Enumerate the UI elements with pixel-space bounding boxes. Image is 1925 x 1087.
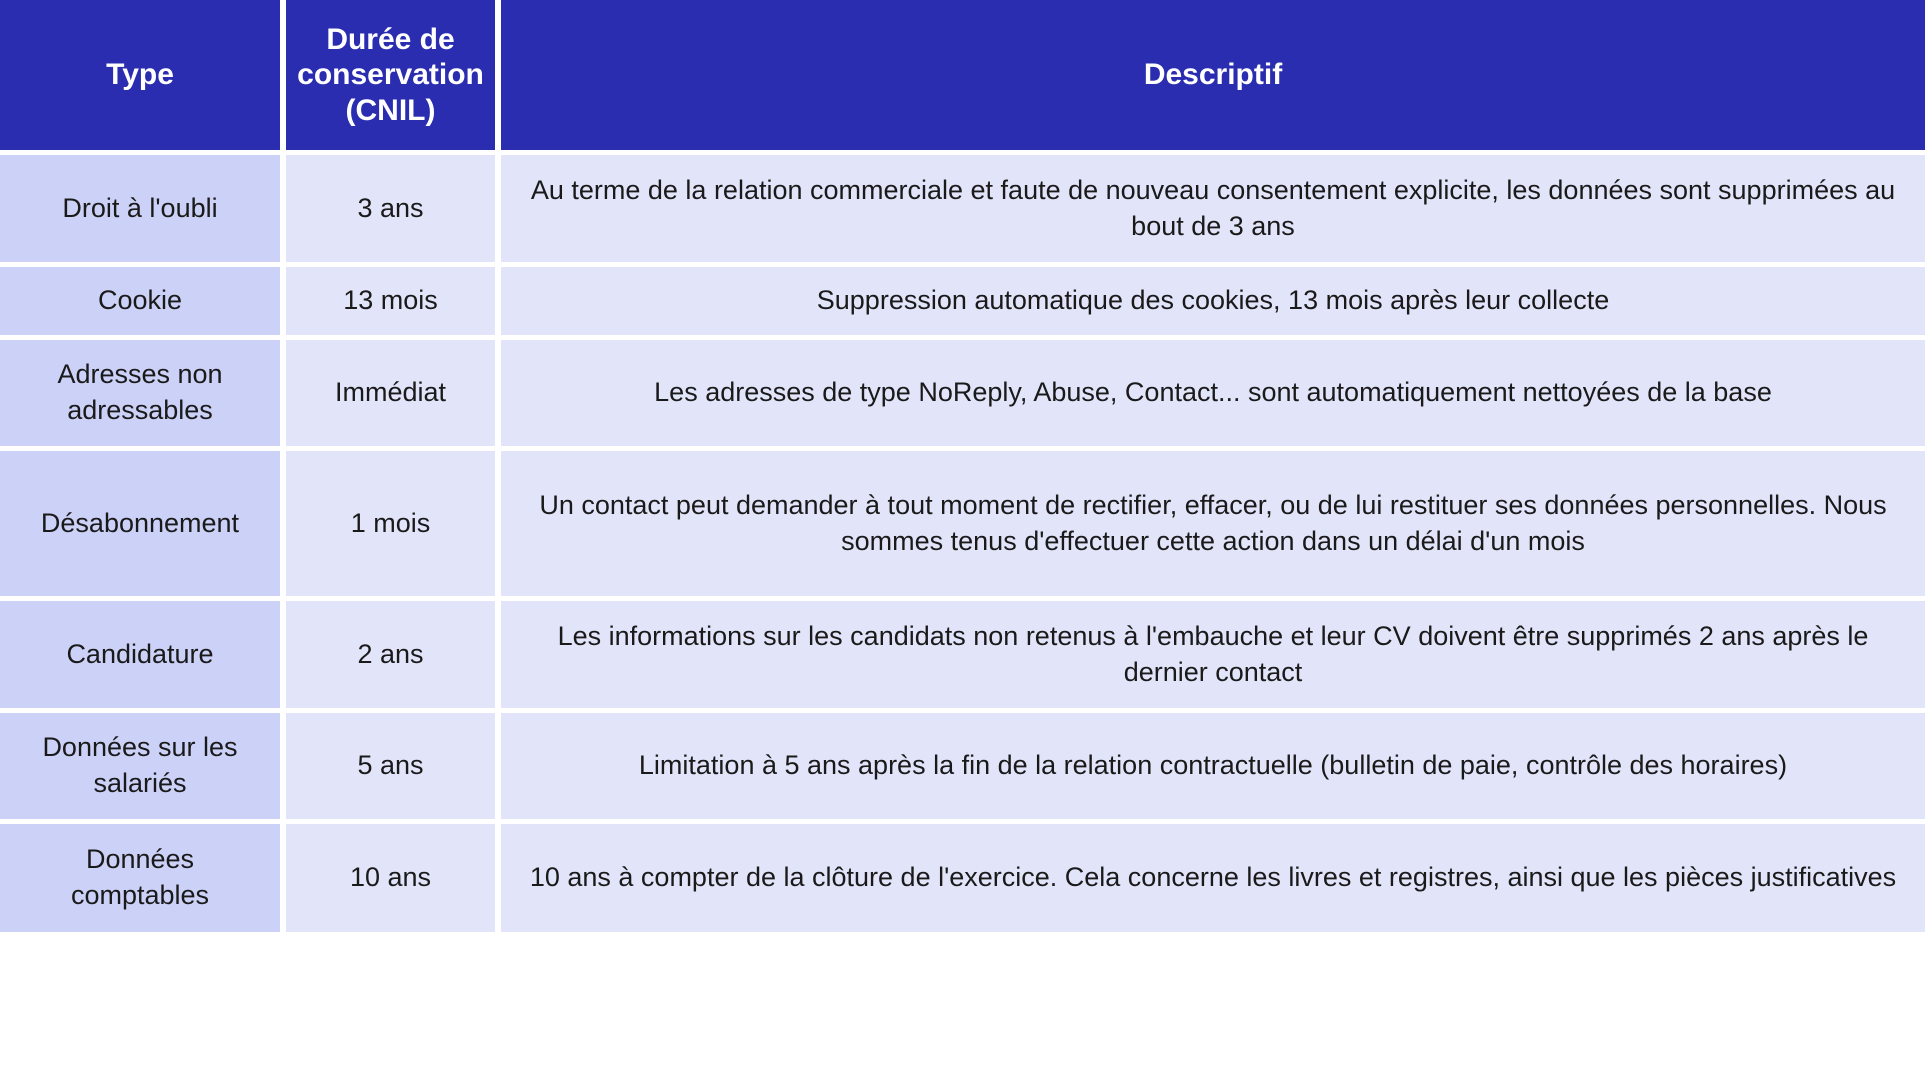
cell-duree-text: 10 ans: [349, 862, 432, 893]
cell-duree-text: 3 ans: [357, 192, 424, 223]
cell-duree: [286, 824, 495, 932]
cell-descriptif: [501, 601, 1925, 708]
cell-type-text: Cookie: [97, 285, 183, 316]
cell-type-text: Adresses non adressables: [57, 359, 223, 425]
cell-descriptif: [501, 267, 1925, 335]
cell-duree: [286, 451, 495, 596]
table-row: [0, 267, 1925, 335]
cell-descriptif: [501, 155, 1925, 262]
cell-type: [0, 340, 280, 446]
cell-descriptif: [501, 824, 1925, 932]
column-header-type: [0, 0, 280, 150]
cell-duree-text: 13 mois: [343, 285, 438, 316]
duree-line-2: conservation: [297, 58, 484, 92]
table-row: [0, 824, 1925, 932]
table-header-row: [0, 0, 1925, 150]
cell-duree: [286, 340, 495, 446]
table-row: [0, 155, 1925, 262]
cell-descriptif: [501, 713, 1925, 819]
cell-duree-text: 1 mois: [350, 507, 431, 538]
cell-duree-text: 5 ans: [357, 750, 424, 781]
table-row: [0, 340, 1925, 446]
cell-duree: [286, 601, 495, 708]
cell-descriptif: [501, 340, 1925, 446]
cell-type-text: Droit à l'oubli: [62, 192, 218, 223]
cell-type: [0, 155, 280, 262]
column-header-type-label: Type: [106, 58, 174, 92]
cell-type: [0, 267, 280, 335]
cell-descriptif-text: Un contact peut demander à tout moment de rectifier, effacer, ou de lui restituer ses données personnelles. Nous sommes tenus d'effectuer cette action dans un délai d'un mois: [539, 489, 1887, 556]
cell-type-text: Données comptables: [70, 844, 210, 910]
column-header-descriptif-label: Descriptif: [1143, 58, 1283, 92]
cell-descriptif-text: Au terme de la relation commerciale et faute de nouveau consentement explicite, les données sont supprimées au bout de 3 ans: [530, 174, 1896, 241]
table-row: [0, 713, 1925, 819]
duree-line-1: Durée de: [326, 22, 455, 56]
cell-type-text: Candidature: [66, 638, 214, 669]
column-header-descriptif: [501, 0, 1925, 150]
cell-duree-text: 2 ans: [357, 638, 424, 669]
cell-type: [0, 824, 280, 932]
cell-type-text: Désabonnement: [40, 507, 240, 538]
cell-descriptif-text: Limitation à 5 ans après la fin de la relation contractuelle (bulletin de paie, contrôle des horaires): [638, 750, 1788, 781]
duree-line-3: (CNIL): [345, 93, 436, 127]
cell-descriptif-text: Les adresses de type NoReply, Abuse, Contact... sont automatiquement nettoyées de la base: [654, 377, 1772, 408]
table-row: [0, 451, 1925, 596]
cell-duree-text: Immédiat: [334, 377, 447, 408]
column-header-duree: [286, 0, 495, 150]
cell-duree: [286, 267, 495, 335]
cell-type: [0, 601, 280, 708]
cell-descriptif-text: Les informations sur les candidats non retenus à l'embauche et leur CV doivent être supprimés 2 ans après le dernier contact: [557, 620, 1869, 687]
column-header-duree-label: [297, 22, 484, 128]
table-row: [0, 601, 1925, 708]
cell-duree: [286, 713, 495, 819]
cell-duree: [286, 155, 495, 262]
cell-type: [0, 713, 280, 819]
cell-type: [0, 451, 280, 596]
cell-descriptif-text: Suppression automatique des cookies, 13 mois après leur collecte: [816, 285, 1610, 316]
cell-descriptif: [501, 451, 1925, 596]
cell-type-text: Données sur les salariés: [42, 732, 238, 798]
cell-descriptif-text: 10 ans à compter de la clôture de l'exercice. Cela concerne les livres et registres, ainsi que les pièces justificatives: [529, 862, 1897, 893]
